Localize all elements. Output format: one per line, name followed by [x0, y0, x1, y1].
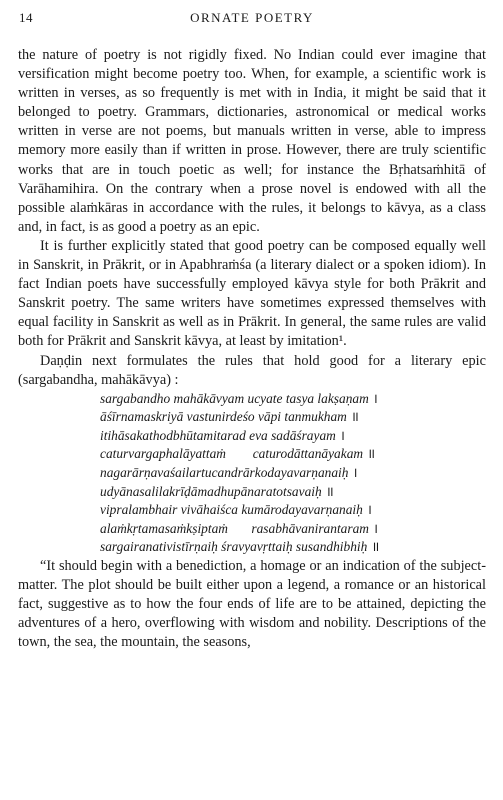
verse-line: itihāsakathodbhūtamitarad eva sadāśrayam ।: [100, 427, 345, 443]
paragraph-3: Daṇḍin next formulates the rules that hold good for a literary epic (sargabandha, mahākāvya) :: [18, 352, 486, 388]
verse-line: alaṁkṛtamasaṁkṣiptaṁ rasabhāvanirantaram ।: [100, 520, 379, 536]
verse-line: vipralambhair vivāhaiśca kumārodayavarṇanaiḥ ।: [100, 502, 372, 518]
running-title: ORNATE POETRY: [190, 10, 314, 25]
body-text: [18, 46, 486, 653]
verse-line: caturvargaphalāyattaṁ caturodāttanāyakam ॥: [100, 446, 376, 462]
paragraph-1: the nature of poetry is not rigidly fixed. No Indian could ever imagine that versification might become poetry too. When, for example, a scientific work is written in verses, as so frequently is met with in India, it might be said that it belonged to poetry. Grammars, dictionaries, astronomical or medical works written in verse are not poems, but manuals written in verse, able to impress memory more easily than if written in prose. However, there are truly scientific works that are in touch poetic as well; for instance the Bṛhatsaṁhitā of Varāhamihira. On the contrary when a prose novel is endowed with all the possible alaṁkāras in accordance with the rules, it belongs to kāvya, as a class and, in fact, is as good a poetry as an epic.: [18, 47, 486, 235]
paragraph-2: It is further explicitly stated that good poetry can be composed equally well in Sanskrit, in Prākrit, or in Apabhraṁśa (a literary dialect or a spoken idiom). In fact Indian poets have successfully employed kāvya style for both Prākrit and Sanskrit poetry. The same writers have sometimes expressed themselves with equal facility in Sanskrit as well as in Prākrit. In general, the same rules are valid both for Prākrit and Sanskrit kāvya, at least by imitation¹.: [18, 237, 486, 350]
page-number: 14: [19, 10, 33, 25]
verse-line: sargairanativistīrṇaiḥ śravyavṛttaiḥ susandhibhiḥ ॥: [100, 539, 380, 555]
verse-line: āśīrnamaskriyā vastunirdeśo vāpi tanmukham ॥: [100, 409, 359, 425]
page-header: [18, 10, 486, 36]
paragraph-4: “It should begin with a benediction, a homage or an indication of the subject-matter. The plot should be built either upon a legend, a romance or an historical fact, suggestive as to how the four ends of life are to be attained, depicting the adventures of a hero, overflowing with wisdom and nobility. Descriptions of the town, the sea, the mountain, the seasons,: [18, 558, 486, 651]
verse-line: sargabandho mahākāvyam ucyate tasya lakṣaṇam ।: [100, 390, 378, 406]
sanskrit-verse: [100, 390, 486, 557]
verse-line: nagarārṇavaśailartucandrārkodayavarṇanaiḥ ।: [100, 465, 358, 481]
book-page: [18, 10, 486, 651]
verse-line: udyānasalilakrīḍāmadhupānaratotsavaiḥ ॥: [100, 483, 334, 499]
